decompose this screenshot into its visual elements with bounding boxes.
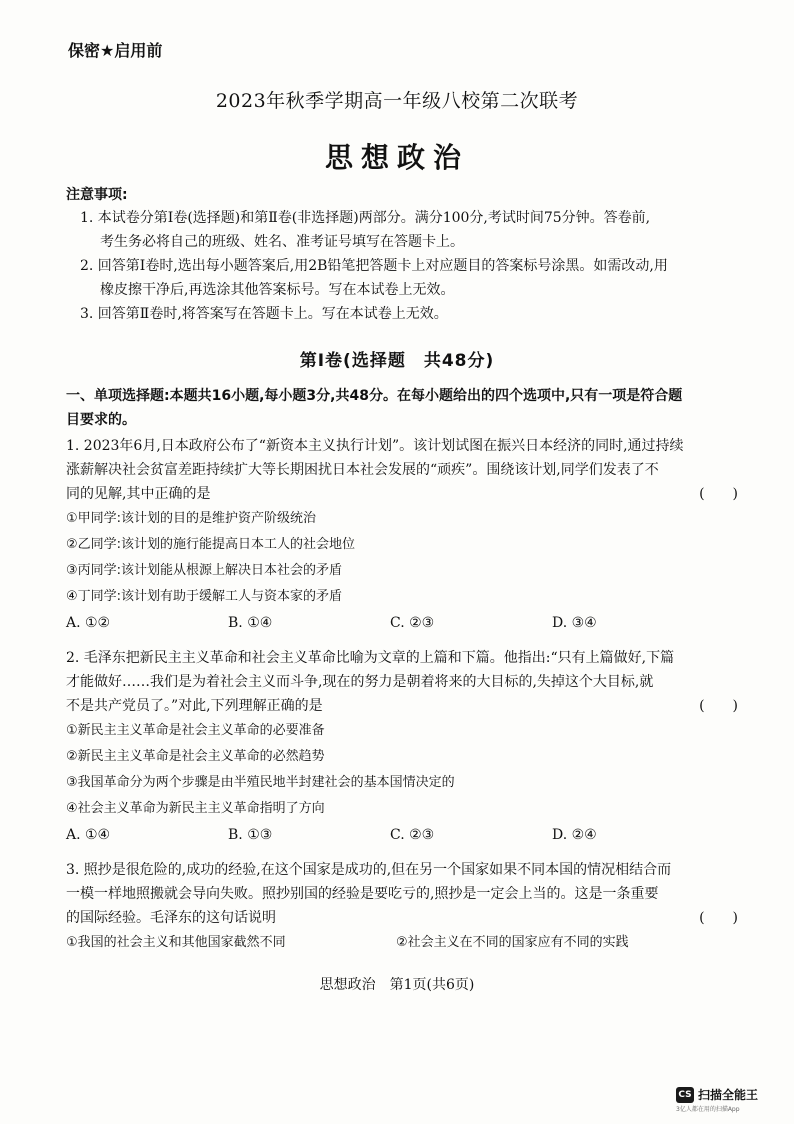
statement-option: ③丙同学:该计划能从根源上解决日本社会的矛盾 bbox=[66, 563, 343, 578]
exam-title: 2023年秋季学期高一年级八校第二次联考 bbox=[215, 90, 579, 112]
statement-option: ②乙同学:该计划的施行能提高日本工人的社会地位 bbox=[66, 537, 356, 552]
notice-list bbox=[80, 206, 740, 326]
statement-option: ③我国革命分为两个步骤是由半殖民地半封建社会的基本国情决定的 bbox=[66, 775, 455, 790]
question-stem-line: 一模一样地照搬就会导向失败。照抄别国的经验是要吃亏的,照抄是一定会上当的。这是一条重要 bbox=[66, 886, 659, 902]
question-stem-line: 不是共产党员了。”对此,下列理解正确的是 bbox=[66, 698, 323, 714]
section-line: 一、单项选择题:本题共16小题,每小题3分,共48分。在每小题给出的四个选项中,只有一项是符合题 bbox=[66, 388, 683, 404]
subject-title: 思想政治 bbox=[324, 141, 469, 174]
section-instructions bbox=[66, 384, 738, 432]
camscanner-logo-icon: CS bbox=[676, 1087, 694, 1103]
statement-option: ④社会主义革命为新民主主义革命指明了方向 bbox=[66, 801, 325, 816]
answer-bracket: ( ) bbox=[699, 910, 738, 926]
notice-line: 橡皮擦干净后,再选涂其他答案标号。写在本试卷上无效。 bbox=[100, 282, 455, 298]
confidential-label: 保密★启用前 bbox=[68, 41, 163, 60]
question-2 bbox=[66, 646, 738, 848]
choice-c: C. ②③ bbox=[390, 615, 435, 631]
notice-line: 3. 回答第Ⅱ卷时,将答案写在答题卡上。写在本试卷上无效。 bbox=[80, 306, 448, 322]
notice-heading: 注意事项: bbox=[66, 187, 128, 203]
scanner-app-name: 扫描全能王 bbox=[698, 1088, 759, 1102]
choice-b: B. ①④ bbox=[228, 615, 273, 631]
choice-a: A. ①④ bbox=[66, 827, 111, 843]
statement-option: ①我国的社会主义和其他国家截然不同 bbox=[66, 935, 286, 950]
answer-bracket: ( ) bbox=[699, 486, 738, 502]
question-stem-line: 才能做好……我们是为着社会主义而斗争,现在的努力是朝着将来的大目标的,失掉这个大目标,就 bbox=[66, 674, 654, 690]
notice-line: 1. 本试卷分第Ⅰ卷(选择题)和第Ⅱ卷(非选择题)两部分。满分100分,考试时间75分钟。答卷前, bbox=[80, 210, 651, 226]
scanner-watermark bbox=[676, 1086, 758, 1103]
notice-line: 考生务必将自己的班级、姓名、准考证号填写在答题卡上。 bbox=[100, 234, 464, 250]
question-stem-line: 3. 照抄是很危险的,成功的经验,在这个国家是成功的,但在另一个国家如果不同本国的情况相结合而 bbox=[66, 862, 672, 878]
statement-option: ①甲同学:该计划的目的是维护资产阶级统治 bbox=[66, 511, 317, 526]
question-stem-line: 1. 2023年6月,日本政府公布了“新资本主义执行计划”。该计划试图在振兴日本经济的同时,通过持续 bbox=[66, 438, 684, 454]
notice-line: 2. 回答第Ⅰ卷时,选出每小题答案后,用2B铅笔把答题卡上对应题目的答案标号涂黑。如需改动,用 bbox=[80, 258, 668, 274]
question-3 bbox=[66, 858, 738, 956]
question-stem-line: 涨薪解决社会贫富差距持续扩大等长期困扰日本社会发展的“顽疾”。围绕该计划,同学们发表了不 bbox=[66, 462, 659, 478]
part1-heading: 第Ⅰ卷(选择题 共48分) bbox=[299, 351, 495, 371]
question-1 bbox=[66, 434, 738, 636]
answer-choices bbox=[66, 822, 738, 848]
scanner-tagline: 3亿人都在用的扫描App bbox=[676, 1106, 740, 1113]
answer-bracket: ( ) bbox=[699, 698, 738, 714]
statement-option-row bbox=[66, 930, 738, 956]
question-stem-line: 的国际经验。毛泽东的这句话说明 bbox=[66, 910, 276, 926]
question-stem-line: 同的见解,其中正确的是 bbox=[66, 486, 211, 502]
question-stem-line: 2. 毛泽东把新民主主义革命和社会主义革命比喻为文章的上篇和下篇。他指出:“只有上篇做好,下篇 bbox=[66, 650, 675, 666]
choice-b: B. ①③ bbox=[228, 827, 273, 843]
choice-c: C. ②③ bbox=[390, 827, 435, 843]
statement-option: ②新民主主义革命是社会主义革命的必然趋势 bbox=[66, 749, 325, 764]
choice-a: A. ①② bbox=[66, 615, 111, 631]
section-line: 目要求的。 bbox=[66, 412, 136, 428]
statement-option: ②社会主义在不同的国家应有不同的实践 bbox=[396, 935, 629, 950]
choice-d: D. ②④ bbox=[552, 827, 597, 843]
choice-d: D. ③④ bbox=[552, 615, 597, 631]
statement-option: ④丁同学:该计划有助于缓解工人与资本家的矛盾 bbox=[66, 589, 343, 604]
answer-choices bbox=[66, 610, 738, 636]
page-footer: 思想政治 第1页(共6页) bbox=[319, 977, 475, 993]
statement-option: ①新民主主义革命是社会主义革命的必要准备 bbox=[66, 723, 325, 738]
